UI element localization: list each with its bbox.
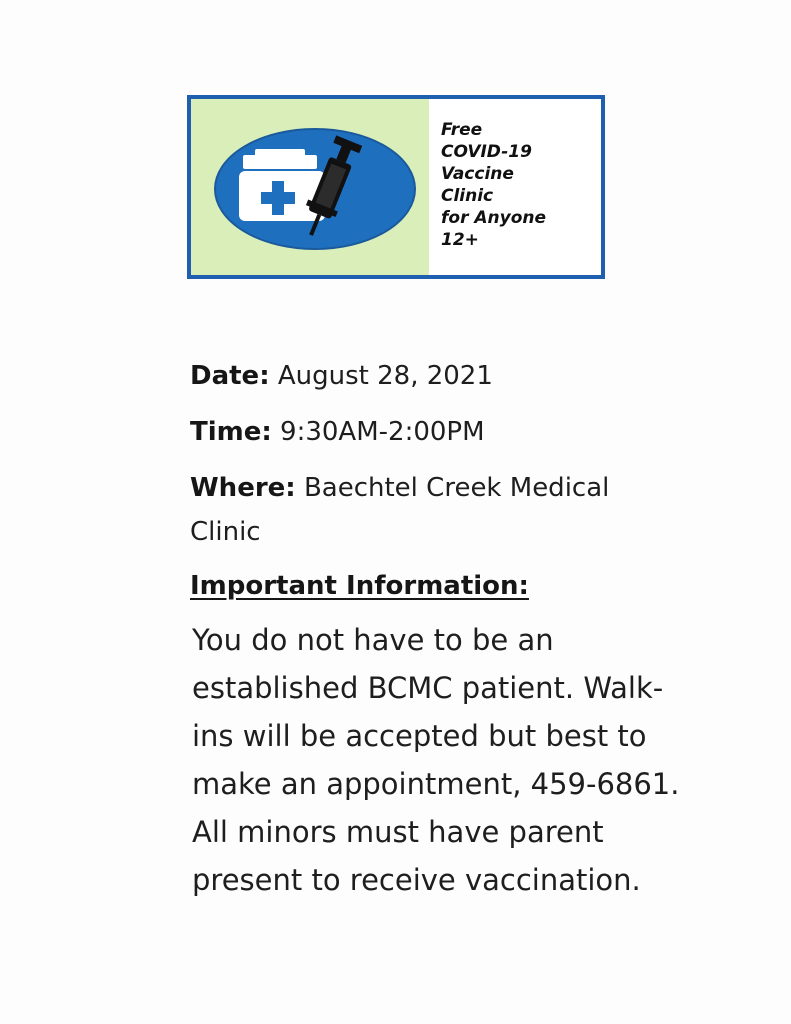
date-label: Date: [190, 361, 270, 391]
banner-line-clinic: Clinic [441, 186, 494, 206]
date-row [190, 352, 750, 400]
banner-line-covid: COVID-19 [441, 142, 532, 162]
info-line: ins will be accepted but best to [192, 719, 647, 753]
clinic-details [190, 352, 750, 904]
info-line: make an appointment, 459-6861. [192, 767, 680, 801]
vaccine-kit-and-syringe-icon [191, 99, 429, 275]
banner-line-free: Free [441, 120, 483, 140]
important-heading: Important Information: [190, 571, 529, 601]
clinic-banner [187, 95, 605, 279]
banner-line-age: 12+ [441, 230, 479, 250]
date-value: August 28, 2021 [277, 361, 493, 391]
info-line: established BCMC patient. Walk- [192, 671, 664, 705]
where-value-line1: Baechtel Creek Medical [303, 473, 610, 503]
where-label: Where: [190, 473, 296, 503]
where-value-line2: Clinic [190, 517, 261, 547]
banner-text [429, 99, 601, 275]
banner-line-for-anyone: for Anyone [441, 208, 547, 228]
where-row [190, 466, 750, 554]
important-info [192, 616, 750, 904]
info-line: You do not have to be an [192, 623, 554, 657]
banner-line-vaccine: Vaccine [441, 164, 514, 184]
info-line: present to receive vaccination. [192, 863, 641, 897]
time-value: 9:30AM-2:00PM [280, 417, 485, 447]
time-label: Time: [190, 417, 272, 447]
banner-artwork [191, 99, 429, 275]
time-row [190, 408, 750, 456]
info-line: All minors must have parent [192, 815, 604, 849]
